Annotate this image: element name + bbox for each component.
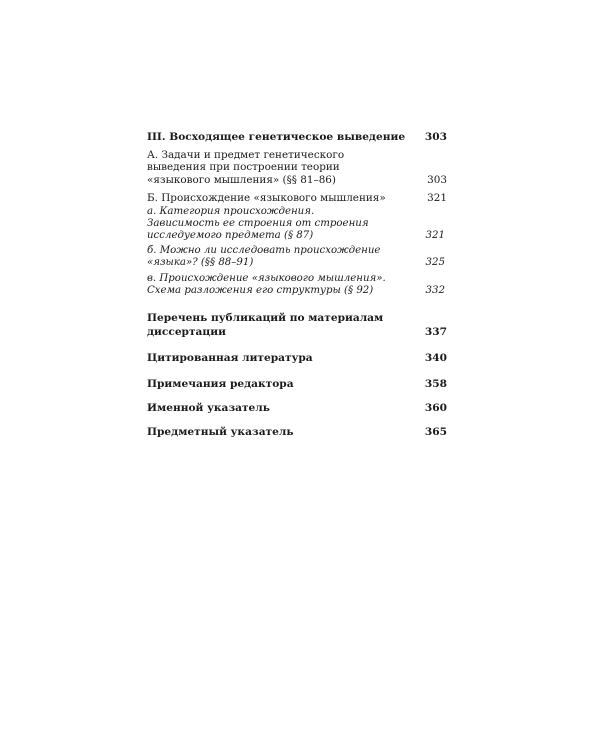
toc-entry-title: Б. Происхождение «языкового мышления»	[147, 192, 386, 205]
toc-entry-page: 365	[424, 426, 447, 439]
toc-entry-subsection-b-c[interactable]	[147, 273, 447, 297]
toc-entry-page: 340	[424, 352, 447, 365]
toc-entry-page: 303	[424, 131, 447, 143]
toc-entry-page: 332	[425, 284, 445, 296]
toc-entry-line: «языка»? (§§ 88–91)	[147, 257, 254, 269]
toc-entry-section-3[interactable]	[147, 130, 447, 144]
toc-entry-title: Примечания редактора	[147, 378, 294, 391]
toc-entry-title: Предметный указатель	[147, 426, 294, 439]
toc-entry-line: б. Можно ли исследовать происхождение	[147, 245, 381, 257]
toc-entry-title	[147, 149, 423, 186]
toc-entry-line: в. Происхождение «языкового мышления».	[147, 272, 386, 284]
toc-entry-title: III. Восходящее генетическое выведение	[147, 131, 406, 143]
toc-entry-subsection-b-a[interactable]	[147, 206, 447, 243]
toc-entry-line: Зависимость ее строения от строения	[147, 217, 369, 229]
toc-entry-title	[147, 273, 421, 297]
toc-entry-line: исследуемого предмета (§ 87)	[147, 230, 314, 242]
toc-entry-literature[interactable]	[147, 351, 447, 365]
toc-entry-title: Цитированная литература	[147, 352, 313, 365]
toc-entry-subsection-b[interactable]	[147, 192, 447, 204]
toc-entry-line: Схема разложения его структуры (§ 92)	[147, 284, 374, 296]
toc-entry-title: Именной указатель	[147, 402, 270, 415]
toc-entry-page: 337	[424, 326, 447, 339]
table-of-contents	[147, 130, 447, 439]
toc-entry-page: 303	[427, 173, 447, 186]
toc-entry-subsection-a[interactable]	[147, 149, 447, 186]
toc-entry-page: 360	[424, 402, 447, 415]
toc-entry-line: а. Категория происхождения.	[147, 205, 315, 217]
toc-entry-editor-notes[interactable]	[147, 377, 447, 391]
toc-entry-page: 325	[425, 257, 445, 269]
toc-entry-page: 321	[427, 192, 447, 205]
toc-entry-page: 358	[424, 378, 447, 391]
toc-entry-subsection-b-b[interactable]	[147, 245, 447, 269]
toc-entry-title: Перечень публикаций по материалам диссертации	[147, 312, 384, 339]
toc-entry-subject-index[interactable]	[147, 425, 447, 439]
toc-entry-line: выведения при построении теории	[147, 161, 340, 174]
toc-entry-name-index[interactable]	[147, 401, 447, 415]
toc-entry-publications[interactable]	[147, 311, 447, 339]
toc-entry-page: 321	[425, 230, 445, 242]
toc-entry-title	[147, 245, 421, 269]
toc-entry-title	[147, 206, 421, 243]
toc-entry-line: «языкового мышления» (§§ 81–86)	[147, 173, 336, 186]
toc-entry-line: А. Задачи и предмет генетического	[147, 149, 345, 161]
